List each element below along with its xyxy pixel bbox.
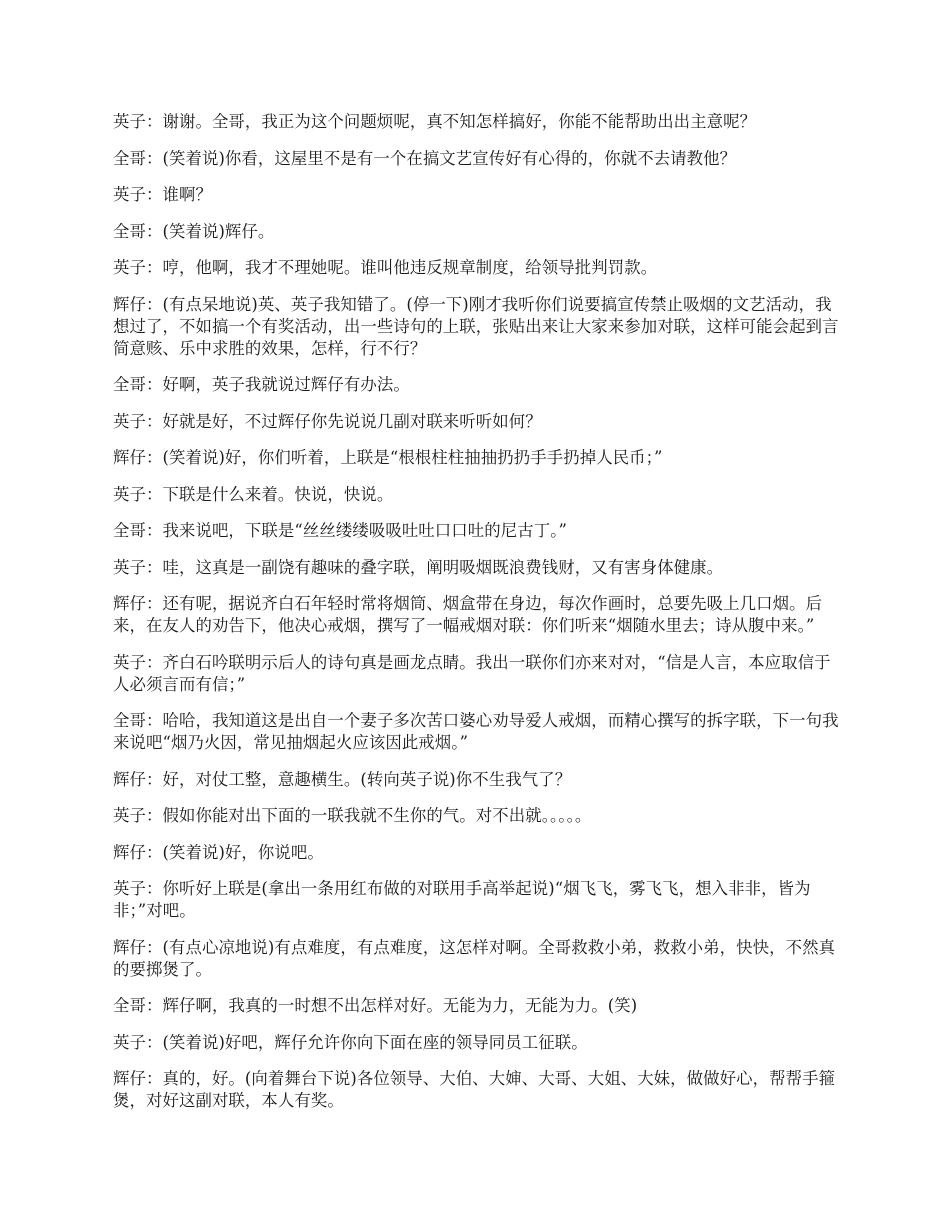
dialogue-line: 辉仔：(有点心凉地说)有点难度，有点难度，这怎样对啊。全哥救救小弟，救救小弟，快快，不然真的要掷煲了。 xyxy=(113,937,836,979)
dialogue-line: 辉仔：好，对仗工整，意趣横生。(转向英子说)你不生我气了？ xyxy=(113,769,572,789)
dialogue-line: 英子：哇，这真是一副饶有趣味的叠字联，阐明吸烟既浪费钱财，又有害身体健康。 xyxy=(113,557,724,577)
dialogue-line: 全哥：(笑着说)辉仔。 xyxy=(113,221,275,241)
dialogue-line: 全哥：(笑着说)你看，这屋里不是有一个在搞文艺宣传好有心得的，你就不去请教他？ xyxy=(113,148,737,168)
dialogue-line: 英子：(笑着说)好吧，辉仔允许你向下面在座的领导同员工征联。 xyxy=(113,1032,588,1052)
dialogue-line: 英子：谢谢。全哥，我正为这个问题烦呢，真不知怎样搞好，你能不能帮助出出主意呢？ xyxy=(113,112,757,131)
dialogue-line: 英子：假如你能对出下面的一联我就不生你的气。对不出就。。。。。 xyxy=(113,806,592,825)
dialogue-line: 辉仔：真的，好。(向着舞台下说)各位领导、大伯、大婶、大哥、大姐、大妹，做做好心，帮帮手箍煲，对好这副对联，本人有奖。 xyxy=(113,1069,836,1110)
dialogue-line: 全哥：好啊，英子我就说过辉仔有办法。 xyxy=(113,375,410,394)
dialogue-line: 辉仔：(有点呆地说)英、英子我知错了。(停一下)刚才我听你们说要搞宣传禁止吸烟的文艺活动，我想过了，不如搞一个有奖活动，出一些诗句的上联，张贴出来让大家来参加对联，这样可能会起到言简意赅、乐中求胜的效果，怎样，行不行？ xyxy=(113,294,839,358)
dialogue-line: 英子：好就是好，不过辉仔你先说说几副对联来听听如何？ xyxy=(113,411,542,431)
dialogue-line: 英子：齐白石吟联明示后人的诗句真是画龙点睛。我出一联你们亦来对对，“信是人言，本应取信于人必须言而有信；” xyxy=(113,652,831,694)
dialogue-line: 辉仔：(笑着说)好，你说吧。 xyxy=(113,842,324,862)
dialogue-body xyxy=(113,111,845,1127)
dialogue-line: 辉仔：(笑着说)好，你们听着，上联是“根根柱柱抽抽扔扔手手扔掉人民币；” xyxy=(113,448,663,467)
dialogue-line: 英子：哼，他啊，我才不理她呢。谁叫他违反规章制度，给领导批判罚款。 xyxy=(113,258,658,277)
dialogue-line: 英子：你听好上联是(拿出一条用红布做的对联用手高举起说)“烟飞飞，雾飞飞，想入非非，皆为非；”对吧。 xyxy=(113,879,811,920)
dialogue-line: 英子：下联是什么来着。快说，快说。 xyxy=(113,484,394,504)
dialogue-line: 辉仔：还有呢，据说齐白石年轻时常将烟筒、烟盒带在身边，每次作画时，总要先吸上几口烟。后来，在友人的劝告下，他决心戒烟，撰写了一幅戒烟对联：你们听来“烟随水里去；诗从腹中来。” xyxy=(113,594,823,635)
dialogue-line: 全哥：我来说吧，下联是“丝丝缕缕吸吸吐吐口口吐的尼古丁。” xyxy=(113,521,568,540)
dialogue-line: 英子：谁啊？ xyxy=(113,185,212,204)
dialogue-line: 全哥：哈哈，我知道这是出自一个妻子多次苦口婆心劝导爱人戒烟，而精心撰写的拆字联，下一句我来说吧“烟乃火因，常见抽烟起火应该因此戒烟。” xyxy=(113,711,839,752)
dialogue-line: 全哥：辉仔啊，我真的一时想不出怎样对好。无能为力，无能为力。(笑) xyxy=(113,996,638,1015)
